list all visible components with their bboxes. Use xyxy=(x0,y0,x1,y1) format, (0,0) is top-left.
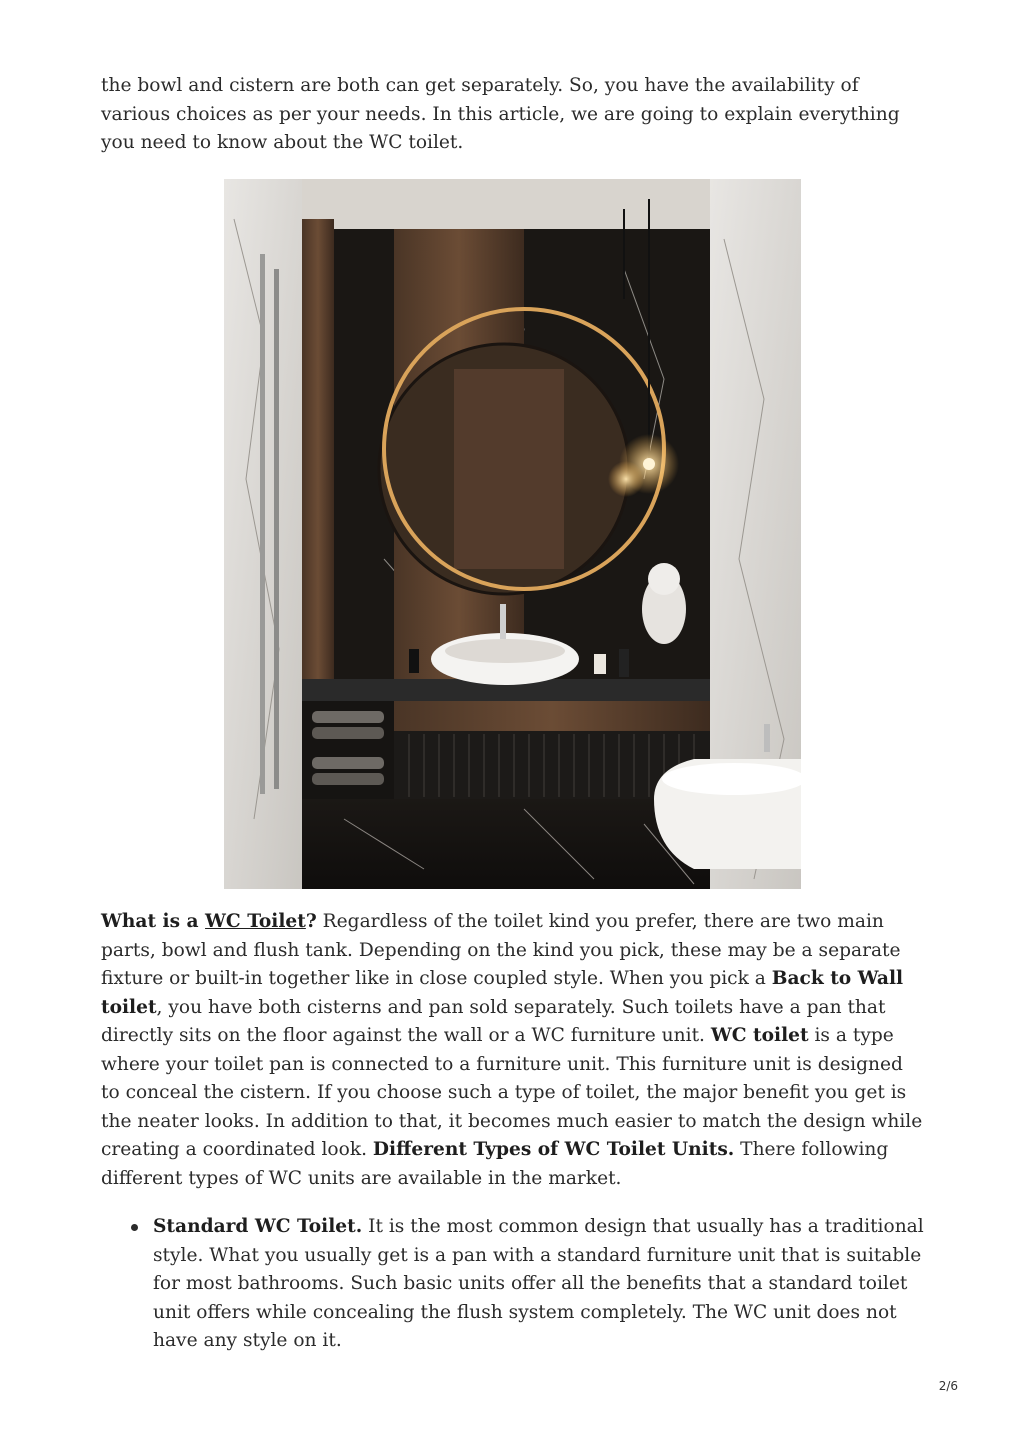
types-heading: Different Types of WC Toilet Units. xyxy=(372,1139,735,1160)
list-item xyxy=(101,1213,927,1356)
wc-toilet-paragraph xyxy=(101,908,927,1193)
paragraph-text-2: , you have both cisterns and pan sold separately. Such toilets have a pan that directly sits on the floor against the wall or a WC furniture unit. xyxy=(101,996,886,1046)
paragraph-text-1: Regardless of the toilet kind you prefer, there are two main parts, bowl and flush tank. Depending on the kind you pick, these may be a separate fixture or built-in together like in close coupled style. When you pick a xyxy=(101,911,901,989)
back-to-wall-bold: Back to Wall toilet xyxy=(101,968,904,1018)
list-item-title: Standard WC Toilet. xyxy=(153,1216,363,1237)
page-number: 2/6 xyxy=(938,1379,958,1393)
types-list xyxy=(101,1213,927,1356)
wc-toilet-bold: WC toilet xyxy=(710,1025,809,1046)
list-item-text: It is the most common design that usually has a traditional style. What you usually get is a pan with a standard furniture unit that is suitable for most bathrooms. Such basic units offer all the benefits that a standard toilet unit offers while concealing the flush system completely. The WC unit does not have any style on it. xyxy=(153,1216,924,1351)
question-heading-prefix: What is a xyxy=(101,911,206,932)
question-mark: ? xyxy=(305,911,317,932)
bathroom-photo xyxy=(224,179,801,889)
wc-toilet-link[interactable]: WC Toilet xyxy=(205,911,306,932)
bullet-icon xyxy=(131,1224,138,1231)
paragraph-text-4: There following different types of WC units are available in the market. xyxy=(101,1139,889,1189)
intro-paragraph: the bowl and cistern are both can get separately. So, you have the availability of various choices as per your needs. In this article, we are going to explain everything you need to know about the WC toilet. xyxy=(101,75,900,153)
paragraph-text-3: is a type where your toilet pan is connected to a furniture unit. This furniture unit is designed to conceal the cistern. If you choose such a type of toilet, the major benefit you get is the neater looks. In addition to that, it becomes much easier to match the design while creating a coordinated look. xyxy=(101,1025,923,1160)
